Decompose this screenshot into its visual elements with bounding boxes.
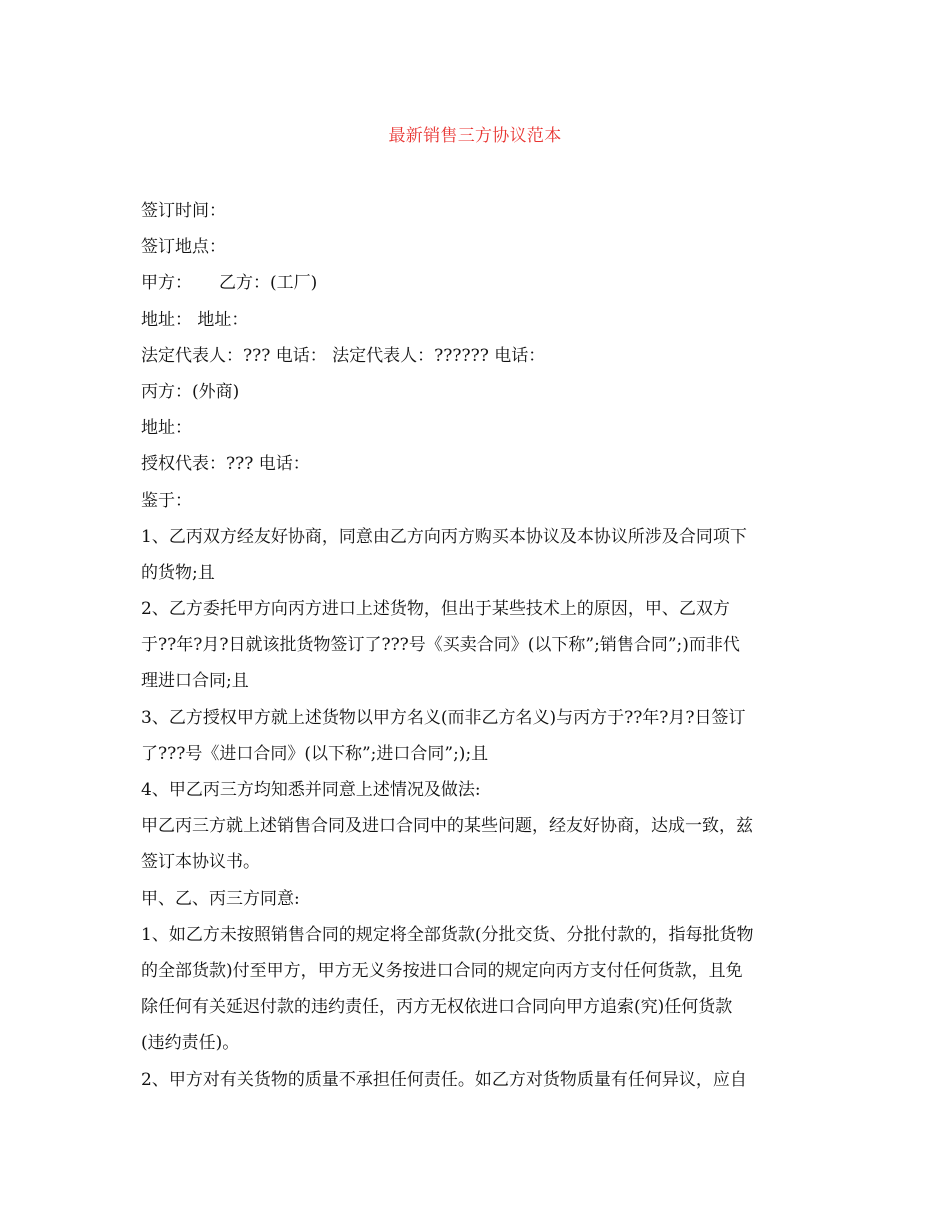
body-line: 理进口合同;且 (141, 671, 249, 692)
document-body (141, 193, 813, 1098)
body-line: 3、乙方授权甲方就上述货物以甲方名义(而非乙方名义)与丙方于??年?月?日签订 (141, 707, 746, 728)
body-line: 4、甲乙丙三方均知悉并同意上述情况及做法: (141, 780, 481, 800)
body-line: 地址： 地址： (141, 309, 249, 330)
body-line: 丙方：(外商) (141, 381, 240, 402)
body-line: 2、乙方委托甲方向丙方进口上述货物，但出于某些技术上的原因，甲、乙双方 (141, 599, 730, 620)
body-line: 了???号《进口合同》(以下称”;进口合同”;);且 (141, 743, 489, 764)
document-title: 最新销售三方协议范本 (388, 126, 562, 146)
body-line: 法定代表人：??? 电话： 法定代表人：?????? 电话： (141, 345, 546, 366)
body-line: 签订本协议书。 (141, 852, 260, 873)
body-line: 甲方： 乙方：(工厂) (141, 273, 318, 294)
body-line: 除任何有关延迟付款的违约责任，丙方无权依进口合同向甲方追索(究)任何货款 (141, 997, 733, 1018)
body-line: 的货物;且 (141, 562, 215, 583)
body-line: 1、如乙方未按照销售合同的规定将全部货款(分批交货、分批付款的，指每批货物 (141, 924, 754, 945)
body-line: 甲乙丙三方就上述销售合同及进口合同中的某些问题，经友好协商，达成一致，兹 (141, 816, 753, 837)
body-line: 的全部货款)付至甲方，甲方无义务按进口合同的规定向丙方支付任何货款，且免 (141, 960, 743, 981)
body-line: 鉴于： (141, 490, 192, 511)
body-line: 签订地点： (141, 237, 226, 258)
body-line: 签订时间： (141, 201, 226, 221)
body-line: (违约责任)。 (141, 1033, 240, 1054)
body-line: 甲、乙、丙三方同意: (141, 888, 300, 909)
body-line: 2、甲方对有关货物的质量不承担任何责任。如乙方对货物质量有任何异议，应自 (141, 1069, 747, 1090)
body-line: 授权代表：??? 电话： (141, 454, 310, 475)
body-line: 地址： (141, 418, 192, 439)
body-line: 1、乙丙双方经友好协商，同意由乙方向丙方购买本协议及本协议所涉及合同项下 (141, 526, 747, 547)
body-line: 于??年?月?日就该批货物签订了???号《买卖合同》(以下称”;销售合同”;)而非代 (141, 635, 740, 656)
